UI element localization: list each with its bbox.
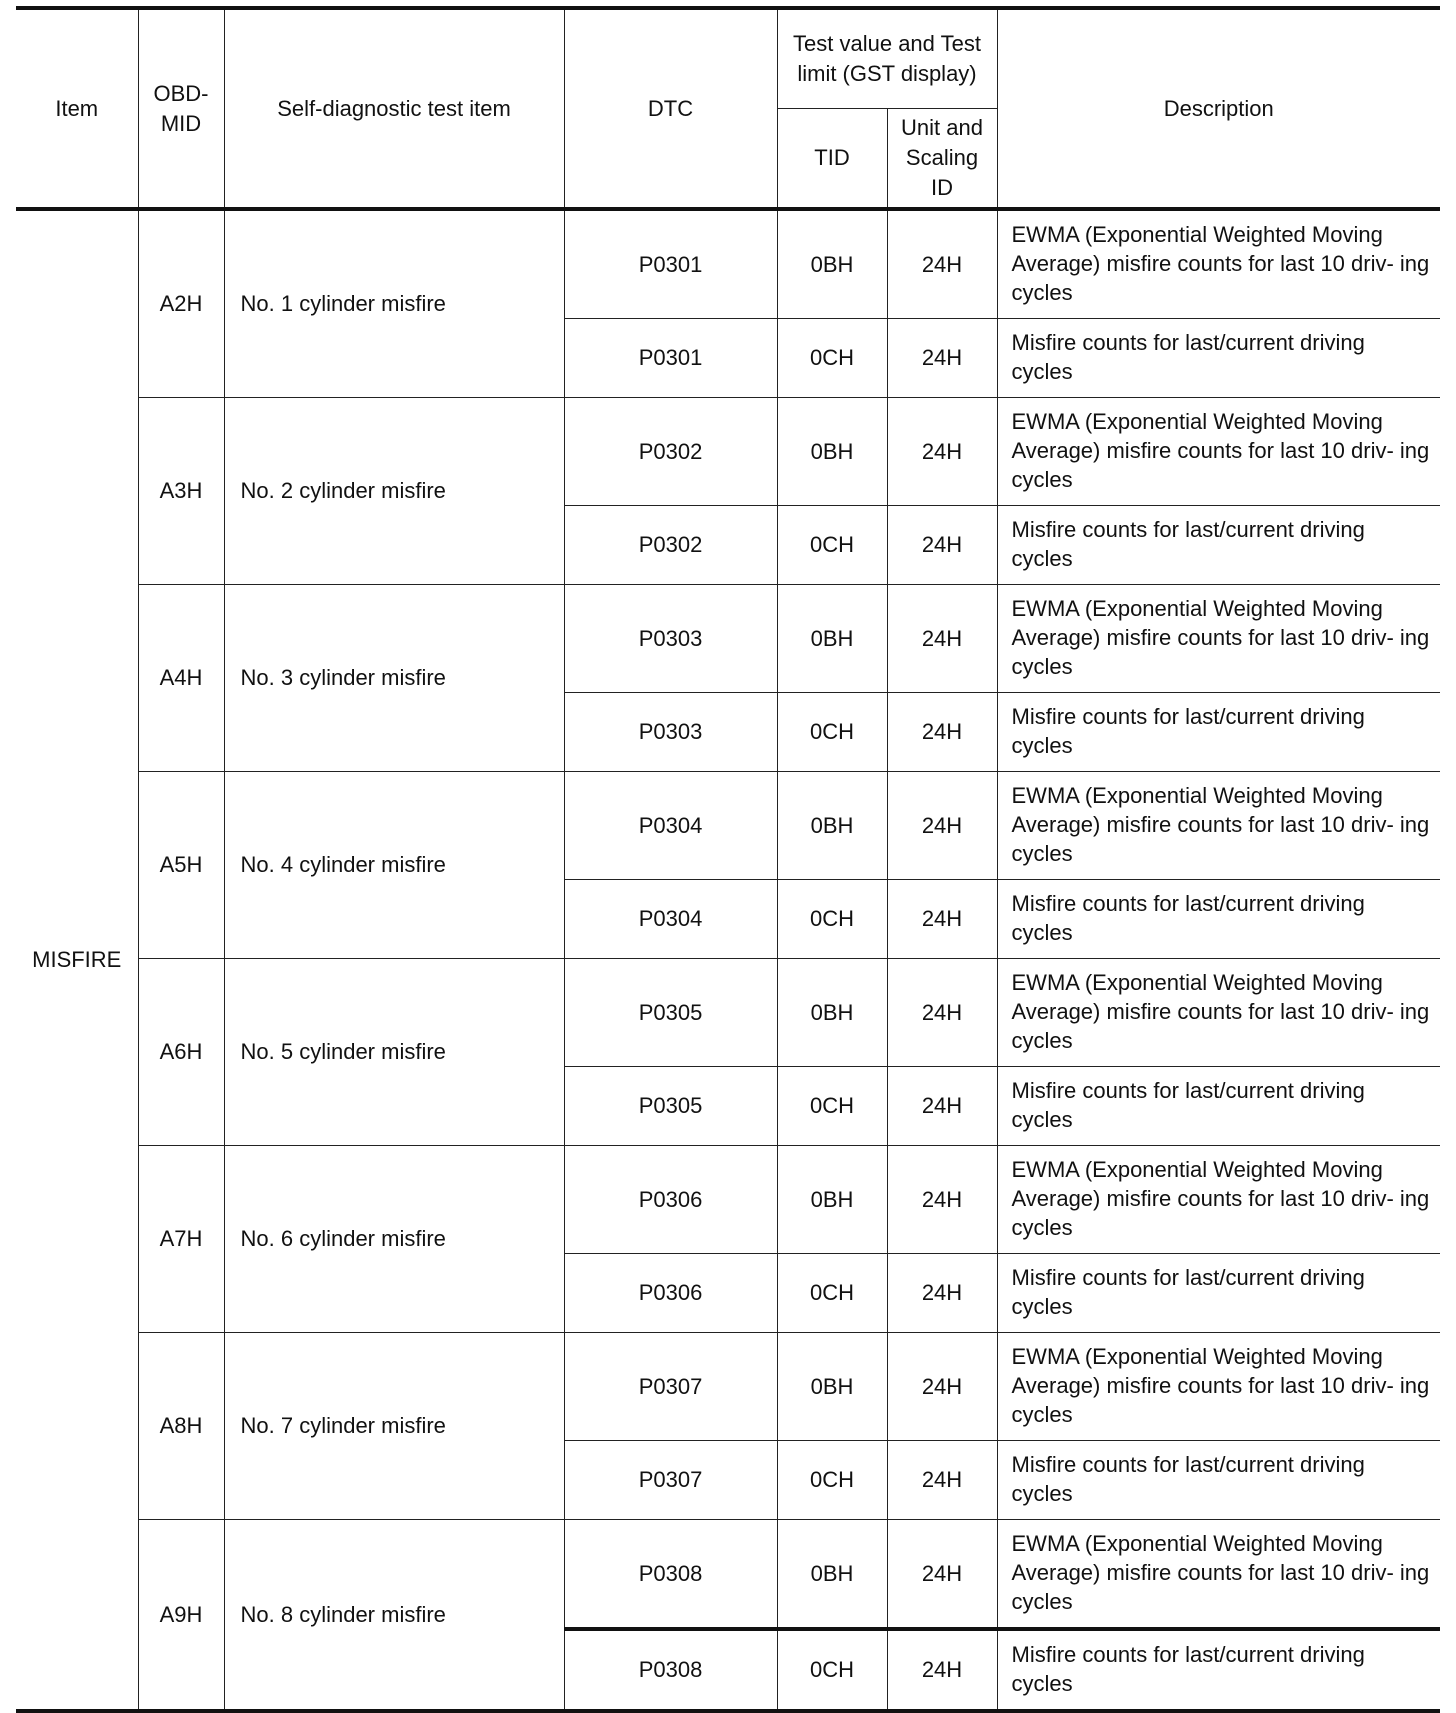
obd-mid-cell: A7H [138, 1146, 224, 1333]
tid-cell: 0CH [777, 1254, 887, 1333]
table-row [16, 1333, 1440, 1441]
unit-scaling-cell: 24H [887, 319, 997, 398]
obd-mid-cell: A5H [138, 772, 224, 959]
unit-scaling-cell: 24H [887, 585, 997, 693]
dtc-cell: P0306 [564, 1254, 777, 1333]
table-row [16, 209, 1440, 319]
table-body [16, 209, 1440, 1711]
description-cell: Misfire counts for last/current driving cycles [997, 506, 1440, 585]
dtc-cell: P0303 [564, 693, 777, 772]
dtc-cell: P0301 [564, 209, 777, 319]
test-item-cell: No. 5 cylinder misfire [224, 959, 564, 1146]
dtc-cell: P0302 [564, 506, 777, 585]
dtc-cell: P0303 [564, 585, 777, 693]
header-test-value-group: Test value and Test limit (GST display) [777, 8, 997, 109]
obd-mid-cell: A9H [138, 1520, 224, 1712]
unit-scaling-cell: 24H [887, 772, 997, 880]
test-item-cell: No. 8 cylinder misfire [224, 1520, 564, 1712]
header-test-item: Self-diagnostic test item [224, 8, 564, 209]
table-row [16, 585, 1440, 693]
item-cell: MISFIRE [16, 209, 138, 1711]
dtc-cell: P0304 [564, 772, 777, 880]
test-item-cell: No. 4 cylinder misfire [224, 772, 564, 959]
unit-scaling-cell: 24H [887, 1254, 997, 1333]
tid-cell: 0CH [777, 506, 887, 585]
header-dtc: DTC [564, 8, 777, 209]
description-cell: Misfire counts for last/current driving cycles [997, 1067, 1440, 1146]
tid-cell: 0BH [777, 1146, 887, 1254]
obd-mid-cell: A2H [138, 209, 224, 398]
tid-cell: 0CH [777, 319, 887, 398]
unit-scaling-cell: 24H [887, 398, 997, 506]
tid-cell: 0BH [777, 398, 887, 506]
header-description: Description [997, 8, 1440, 209]
unit-scaling-cell: 24H [887, 506, 997, 585]
table-row [16, 1520, 1440, 1630]
test-item-cell: No. 6 cylinder misfire [224, 1146, 564, 1333]
dtc-cell: P0305 [564, 959, 777, 1067]
description-cell: EWMA (Exponential Weighted Moving Average) misfire counts for last 10 driv- ing cycles [997, 772, 1440, 880]
test-item-cell: No. 2 cylinder misfire [224, 398, 564, 585]
obd-mid-cell: A4H [138, 585, 224, 772]
unit-scaling-cell: 24H [887, 959, 997, 1067]
tid-cell: 0BH [777, 209, 887, 319]
test-item-cell: No. 3 cylinder misfire [224, 585, 564, 772]
description-cell: Misfire counts for last/current driving cycles [997, 1254, 1440, 1333]
dtc-cell: P0304 [564, 880, 777, 959]
description-cell: EWMA (Exponential Weighted Moving Average) misfire counts for last 10 driv- ing cycles [997, 398, 1440, 506]
header-tid: TID [777, 109, 887, 210]
header-unit-scaling: Unit and Scaling ID [887, 109, 997, 210]
unit-scaling-cell: 24H [887, 1520, 997, 1630]
dtc-cell: P0301 [564, 319, 777, 398]
tid-cell: 0CH [777, 693, 887, 772]
description-cell: EWMA (Exponential Weighted Moving Average) misfire counts for last 10 driv- ing cycles [997, 209, 1440, 319]
table-row [16, 398, 1440, 506]
test-item-cell: No. 7 cylinder misfire [224, 1333, 564, 1520]
description-cell: EWMA (Exponential Weighted Moving Average) misfire counts for last 10 driv- ing cycles [997, 585, 1440, 693]
unit-scaling-cell: 24H [887, 209, 997, 319]
unit-scaling-cell: 24H [887, 1146, 997, 1254]
dtc-cell: P0308 [564, 1520, 777, 1630]
test-item-cell: No. 1 cylinder misfire [224, 209, 564, 398]
description-cell: Misfire counts for last/current driving cycles [997, 880, 1440, 959]
tid-cell: 0BH [777, 772, 887, 880]
obd-mid-cell: A8H [138, 1333, 224, 1520]
tid-cell: 0BH [777, 585, 887, 693]
dtc-cell: P0305 [564, 1067, 777, 1146]
dtc-cell: P0306 [564, 1146, 777, 1254]
obd-mid-cell: A3H [138, 398, 224, 585]
tid-cell: 0CH [777, 1441, 887, 1520]
description-cell: EWMA (Exponential Weighted Moving Average) misfire counts for last 10 driv- ing cycles [997, 1333, 1440, 1441]
tid-cell: 0CH [777, 1629, 887, 1711]
tid-cell: 0BH [777, 1333, 887, 1441]
obd-mid-cell: A6H [138, 959, 224, 1146]
tid-cell: 0BH [777, 1520, 887, 1630]
description-cell: EWMA (Exponential Weighted Moving Average) misfire counts for last 10 driv- ing cycles [997, 1146, 1440, 1254]
document-page [16, 6, 1440, 1713]
obd-test-table [16, 6, 1440, 1713]
header-obd-mid: OBD-MID [138, 8, 224, 209]
tid-cell: 0CH [777, 880, 887, 959]
description-cell: Misfire counts for last/current driving cycles [997, 1629, 1440, 1711]
unit-scaling-cell: 24H [887, 1333, 997, 1441]
description-cell: EWMA (Exponential Weighted Moving Average) misfire counts for last 10 driv- ing cycles [997, 1520, 1440, 1630]
unit-scaling-cell: 24H [887, 693, 997, 772]
unit-scaling-cell: 24H [887, 1629, 997, 1711]
description-cell: EWMA (Exponential Weighted Moving Average) misfire counts for last 10 driv- ing cycles [997, 959, 1440, 1067]
description-cell: Misfire counts for last/current driving cycles [997, 319, 1440, 398]
table-row [16, 772, 1440, 880]
unit-scaling-cell: 24H [887, 880, 997, 959]
dtc-cell: P0307 [564, 1441, 777, 1520]
unit-scaling-cell: 24H [887, 1441, 997, 1520]
table-header [16, 8, 1440, 209]
table-row [16, 1146, 1440, 1254]
dtc-cell: P0302 [564, 398, 777, 506]
unit-scaling-cell: 24H [887, 1067, 997, 1146]
table-row [16, 959, 1440, 1067]
header-item: Item [16, 8, 138, 209]
tid-cell: 0CH [777, 1067, 887, 1146]
dtc-cell: P0307 [564, 1333, 777, 1441]
tid-cell: 0BH [777, 959, 887, 1067]
description-cell: Misfire counts for last/current driving cycles [997, 693, 1440, 772]
dtc-cell: P0308 [564, 1629, 777, 1711]
description-cell: Misfire counts for last/current driving cycles [997, 1441, 1440, 1520]
